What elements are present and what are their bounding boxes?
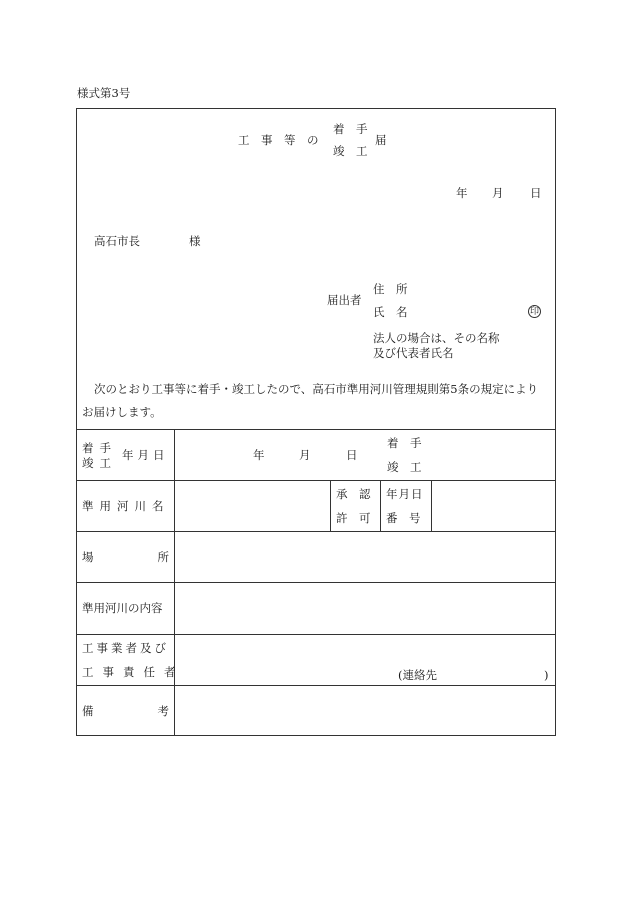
date-day: 日 xyxy=(530,186,542,200)
row5-label-line1: 工事業者及び xyxy=(82,641,169,655)
body-text-line1: 次のとおり工事等に着手・竣工したので、高石市準用河川管理規則第5条の規定により xyxy=(94,382,539,396)
row2-approval: 承 認 xyxy=(336,487,371,501)
label-column-line xyxy=(174,429,175,736)
row2-label-river-name: 準用河川名 xyxy=(82,499,170,513)
row5-label-line2: 工事責任者 xyxy=(82,665,185,679)
title-suffix: 届 xyxy=(375,133,387,147)
row2-date-label: 年月日 xyxy=(386,487,424,501)
row1-month: 月 xyxy=(299,448,311,462)
title-main: 工 事 等 の xyxy=(238,133,319,147)
corporate-note-line2: 及び代表者氏名 xyxy=(373,346,454,360)
row5-contact-close: ) xyxy=(544,668,549,682)
row1-option-start: 着 手 xyxy=(387,436,422,450)
title-option-start: 着 手 xyxy=(333,122,368,136)
row-divider-4 xyxy=(76,634,556,635)
date-year: 年 xyxy=(456,186,468,200)
row5-contact-open: (連絡先 xyxy=(398,668,437,682)
row-divider-1 xyxy=(76,480,556,481)
addressee-honorific: 様 xyxy=(189,234,201,248)
row4-label-river-content: 準用河川の内容 xyxy=(82,601,163,615)
row2-permission: 許 可 xyxy=(336,511,371,525)
row1-label-date: 年月日 xyxy=(122,448,169,462)
row1-label-complete: 竣工 xyxy=(82,456,117,470)
date-month: 月 xyxy=(492,186,504,200)
row-divider-2 xyxy=(76,531,556,532)
row6-label-remarks: 備考 xyxy=(82,704,233,718)
row-divider-5 xyxy=(76,685,556,686)
row1-day: 日 xyxy=(346,448,358,462)
approval-column-mid-line xyxy=(380,480,381,531)
table-top-line xyxy=(76,429,556,430)
seal-mark-icon: 印 xyxy=(529,307,539,317)
applicant-name-label: 氏 名 xyxy=(373,305,408,319)
form-number: 様式第3号 xyxy=(77,86,131,100)
applicant-label: 届出者 xyxy=(327,293,362,307)
corporate-note-line1: 法人の場合は、その名称 xyxy=(373,331,500,345)
row3-label-location: 場所 xyxy=(82,550,233,564)
applicant-address-label: 住 所 xyxy=(373,282,408,296)
body-text-line2: お届けします。 xyxy=(82,405,162,419)
row1-option-complete: 竣 工 xyxy=(387,460,422,474)
addressee-name: 高石市長 xyxy=(94,234,140,248)
row2-number-label: 番 号 xyxy=(386,511,421,525)
row-divider-3 xyxy=(76,582,556,583)
title-option-complete: 竣 工 xyxy=(333,144,368,158)
approval-column-left-line xyxy=(330,480,331,531)
approval-column-right-line xyxy=(431,480,432,531)
row1-year: 年 xyxy=(253,448,265,462)
row1-label-start: 着手 xyxy=(82,441,117,455)
